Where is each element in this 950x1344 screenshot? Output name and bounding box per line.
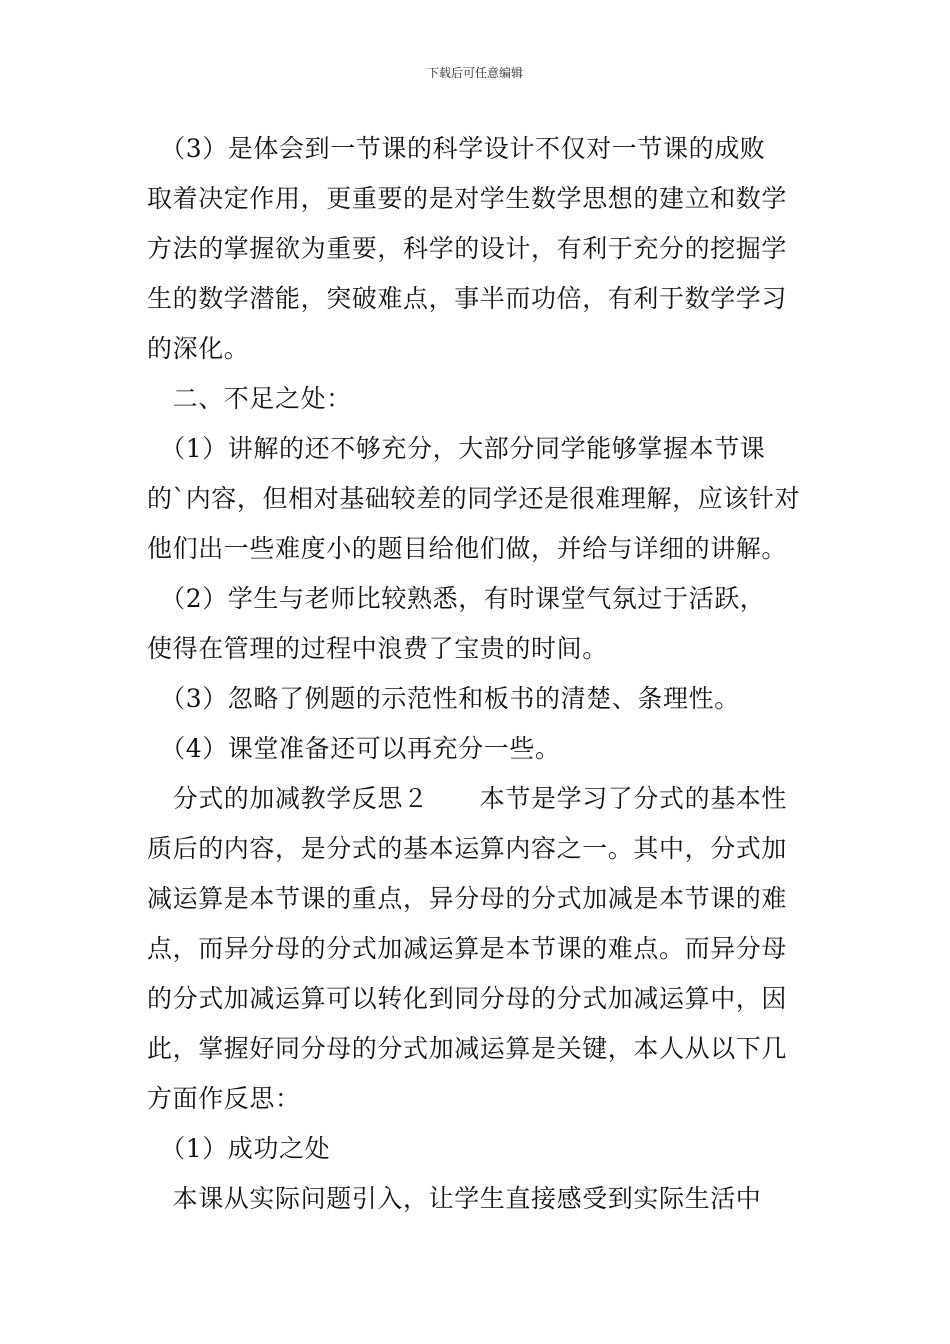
section-heading: 二、不足之处：	[147, 384, 352, 413]
text-line: （4）课堂准备还可以再充分一些。	[147, 734, 561, 763]
text-line: 方面作反思：	[147, 1084, 301, 1113]
text-line: 他们出一些难度小的题目给他们做，并给与详细的讲解。	[147, 534, 788, 563]
text-line: 生的数学潜能，突破难点，事半而功倍，有利于数学学习	[147, 284, 788, 313]
text-line: （3）忽略了例题的示范性和板书的清楚、条理性。	[147, 684, 740, 713]
text-line: 的分式加减运算可以转化到同分母的分式加减运算中，因	[147, 984, 788, 1013]
text-line: 质后的内容，是分式的基本运算内容之一。其中，分式加	[147, 834, 788, 863]
text-line: （1）讲解的还不够充分，大部分同学能够掌握本节课	[147, 434, 766, 463]
text-line: 取着决定作用，更重要的是对学生数学思想的建立和数学	[147, 184, 788, 213]
text-line: 的`内容，但相对基础较差的同学还是很难理解，应该针对	[147, 484, 801, 513]
text-line: 此，掌握好同分母的分式加减运算是关键，本人从以下几	[147, 1034, 788, 1063]
text-line: 使得在管理的过程中浪费了宝贵的时间。	[147, 634, 608, 663]
text-line: 的深化。	[147, 334, 250, 363]
text-line: 本课从实际问题引入，让学生直接感受到实际生活中	[147, 1184, 762, 1213]
page-header: 下载后可任意编辑	[426, 66, 523, 80]
text-line: （2）学生与老师比较熟悉，有时课堂气氛过于活跃，	[147, 584, 766, 613]
text-line: （3）是体会到一节课的科学设计不仅对一节课的成败	[147, 134, 766, 163]
text-line: 点，而异分母的分式加减运算是本节课的难点。而异分母	[147, 934, 788, 963]
text-line: 方法的掌握欲为重要，科学的设计，有利于充分的挖掘学	[147, 234, 788, 263]
text-line: （1）成功之处	[147, 1134, 331, 1163]
text-line: 减运算是本节课的重点，异分母的分式加减是本节课的难	[147, 884, 788, 913]
text-line: 分式的加减教学反思２ 本节是学习了分式的基本性	[147, 784, 788, 813]
